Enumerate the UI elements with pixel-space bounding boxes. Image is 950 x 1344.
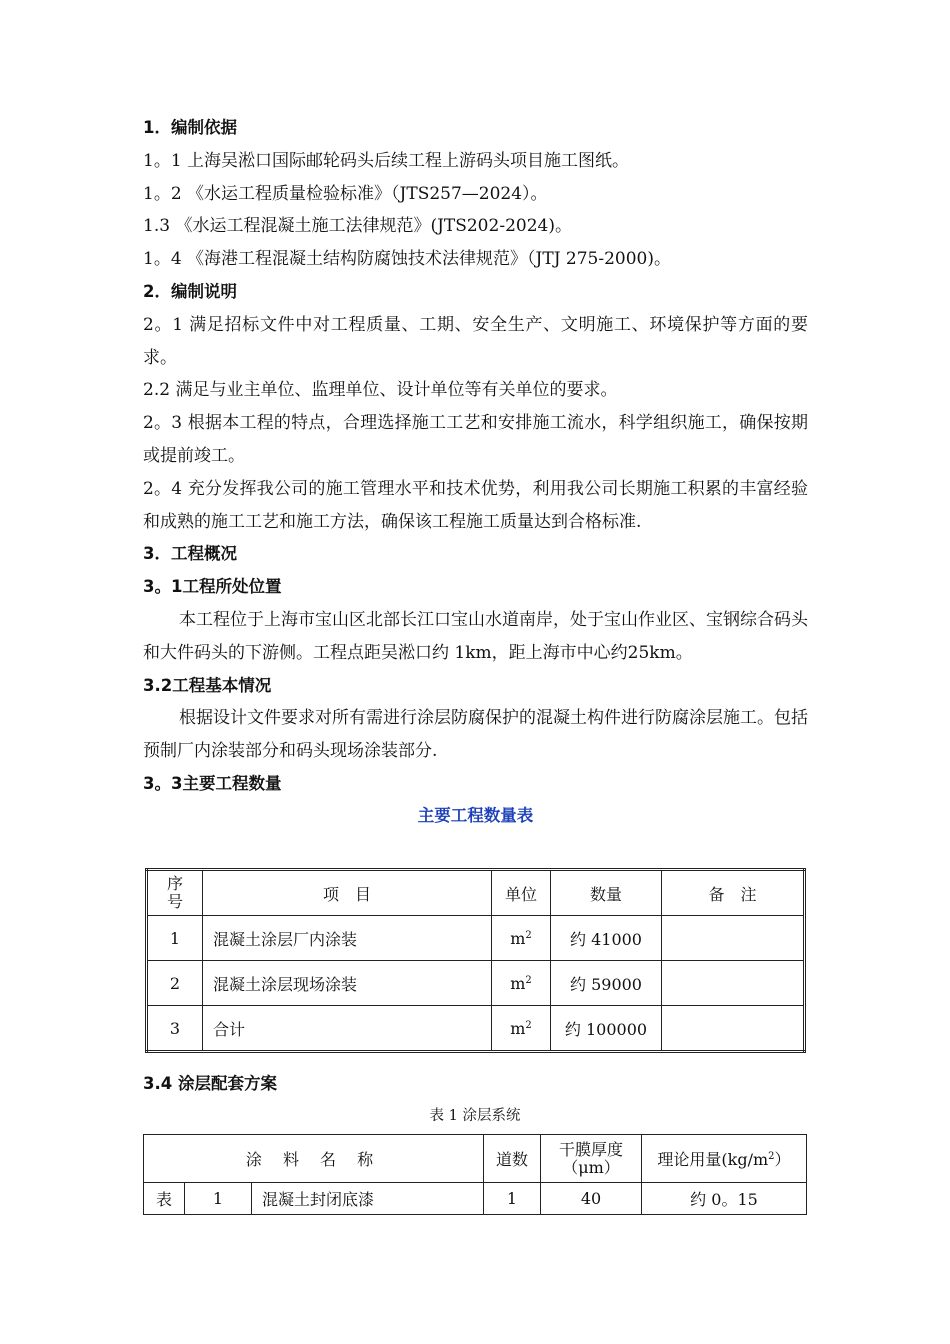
row-no: 3: [147, 1006, 203, 1052]
row-no: 2: [147, 961, 203, 1006]
row-qty: 约 41000: [551, 916, 662, 961]
section-3-heading: 3．工程概况: [143, 544, 237, 564]
row-unit: $m^2$: [492, 916, 551, 961]
section-2-3: 2。3 根据本工程的特点，合理选择施工工艺和安排施工流水，科学组织施工，确保按期或提前竣工。: [143, 413, 808, 466]
row-unit: $m^2$: [492, 1006, 551, 1052]
table-row: [147, 916, 805, 961]
row-remark: [662, 1006, 805, 1052]
row-no: 1: [185, 1183, 252, 1215]
row-remark: [662, 916, 805, 961]
section-1-heading: 1．编制依据: [143, 118, 237, 137]
row-coats: 1: [484, 1183, 541, 1215]
section-3-1-heading: 3。1工程所处位置: [143, 577, 282, 597]
section-3-3-heading: 3。3主要工程数量: [143, 773, 282, 793]
quantity-table: [145, 868, 806, 1053]
table-row: [147, 1006, 805, 1052]
section-2-1: 2。1 满足招标文件中对工程质量、工期、安全生产、文明施工、环境保护等方面的要求。: [143, 314, 808, 368]
table-row: [147, 961, 805, 1006]
row-group: 表: [144, 1183, 185, 1215]
header-remark: 备 注: [662, 870, 805, 916]
table-1-caption: 主要工程数量表: [417, 805, 534, 825]
row-remark: [662, 961, 805, 1006]
row-qty: 约 59000: [551, 961, 662, 1006]
header-usage: 理论用量$(kg/m^2)$: [642, 1135, 807, 1183]
header-item: 项 目: [203, 870, 492, 916]
header-unit: 单位: [492, 870, 551, 916]
header-qty: 数量: [551, 870, 662, 916]
table-header-row: [144, 1135, 807, 1183]
header-name: 涂 料 名 称: [144, 1135, 484, 1183]
document-body: [143, 112, 808, 830]
row-no: 1: [147, 916, 203, 961]
row-item: 混凝土涂层现场涂装: [203, 961, 492, 1006]
row-name: 混凝土封闭底漆: [252, 1183, 484, 1215]
row-thickness: 40: [541, 1183, 642, 1215]
row-qty: 约 100000: [551, 1006, 662, 1052]
section-2-heading: 2．编制说明: [143, 281, 237, 301]
header-thickness: 干膜厚度 （μm）: [541, 1135, 642, 1183]
coating-table: [143, 1134, 807, 1215]
row-item: 混凝土涂层厂内涂装: [203, 916, 492, 961]
header-no: 序 号: [147, 870, 203, 916]
table-header-row: [147, 870, 805, 916]
header-coats: 道数: [484, 1135, 541, 1183]
row-usage: 约 0。15: [642, 1183, 807, 1215]
row-unit: $m^2$: [492, 961, 551, 1006]
table-row: [144, 1183, 807, 1215]
section-2-4: 2。4 充分发挥我公司的施工管理水平和技术优势，利用我公司长期施工积累的丰富经验和成熟的施工工艺和施工方法，确保该工程施工质量达到合格标准.: [143, 478, 808, 532]
table-2-caption: 表 1 涂层系统: [429, 1108, 521, 1124]
section-1-4: 1。4 《海港工程混凝土结构防腐蚀技术法律规范》（JTJ 275-2000)。: [143, 249, 671, 270]
section-2-2: 2.2 满足与业主单位、监理单位、设计单位等有关单位的要求。: [143, 380, 618, 401]
section-1-3: 1.3 《水运工程混凝土施工法律规范》(JTS202-2024)。: [143, 216, 572, 237]
section-3-2-text: 根据设计文件要求对所有需进行涂层防腐保护的混凝土构件进行防腐涂层施工。包括预制厂内涂装部分和码头现场涂装部分.: [143, 708, 808, 762]
section-3-1-text: 本工程位于上海市宝山区北部长江口宝山水道南岸，处于宝山作业区、宝钢综合码头和大件码头的下游侧。工程点距吴淞口约 1km，距上海市中心约25km。: [143, 609, 808, 663]
section-1-1: 1。1 上海吴淞口国际邮轮码头后续工程上游码头项目施工图纸。: [143, 150, 630, 171]
section-3-2-heading: 3.2工程基本情况: [143, 675, 272, 695]
row-item: 合计: [203, 1006, 492, 1052]
section-3-4-heading: 3.4 涂层配套方案: [143, 1074, 277, 1093]
section-1-2: 1。2 《水运工程质量检验标准》（JTS257—2024）。: [143, 183, 548, 204]
